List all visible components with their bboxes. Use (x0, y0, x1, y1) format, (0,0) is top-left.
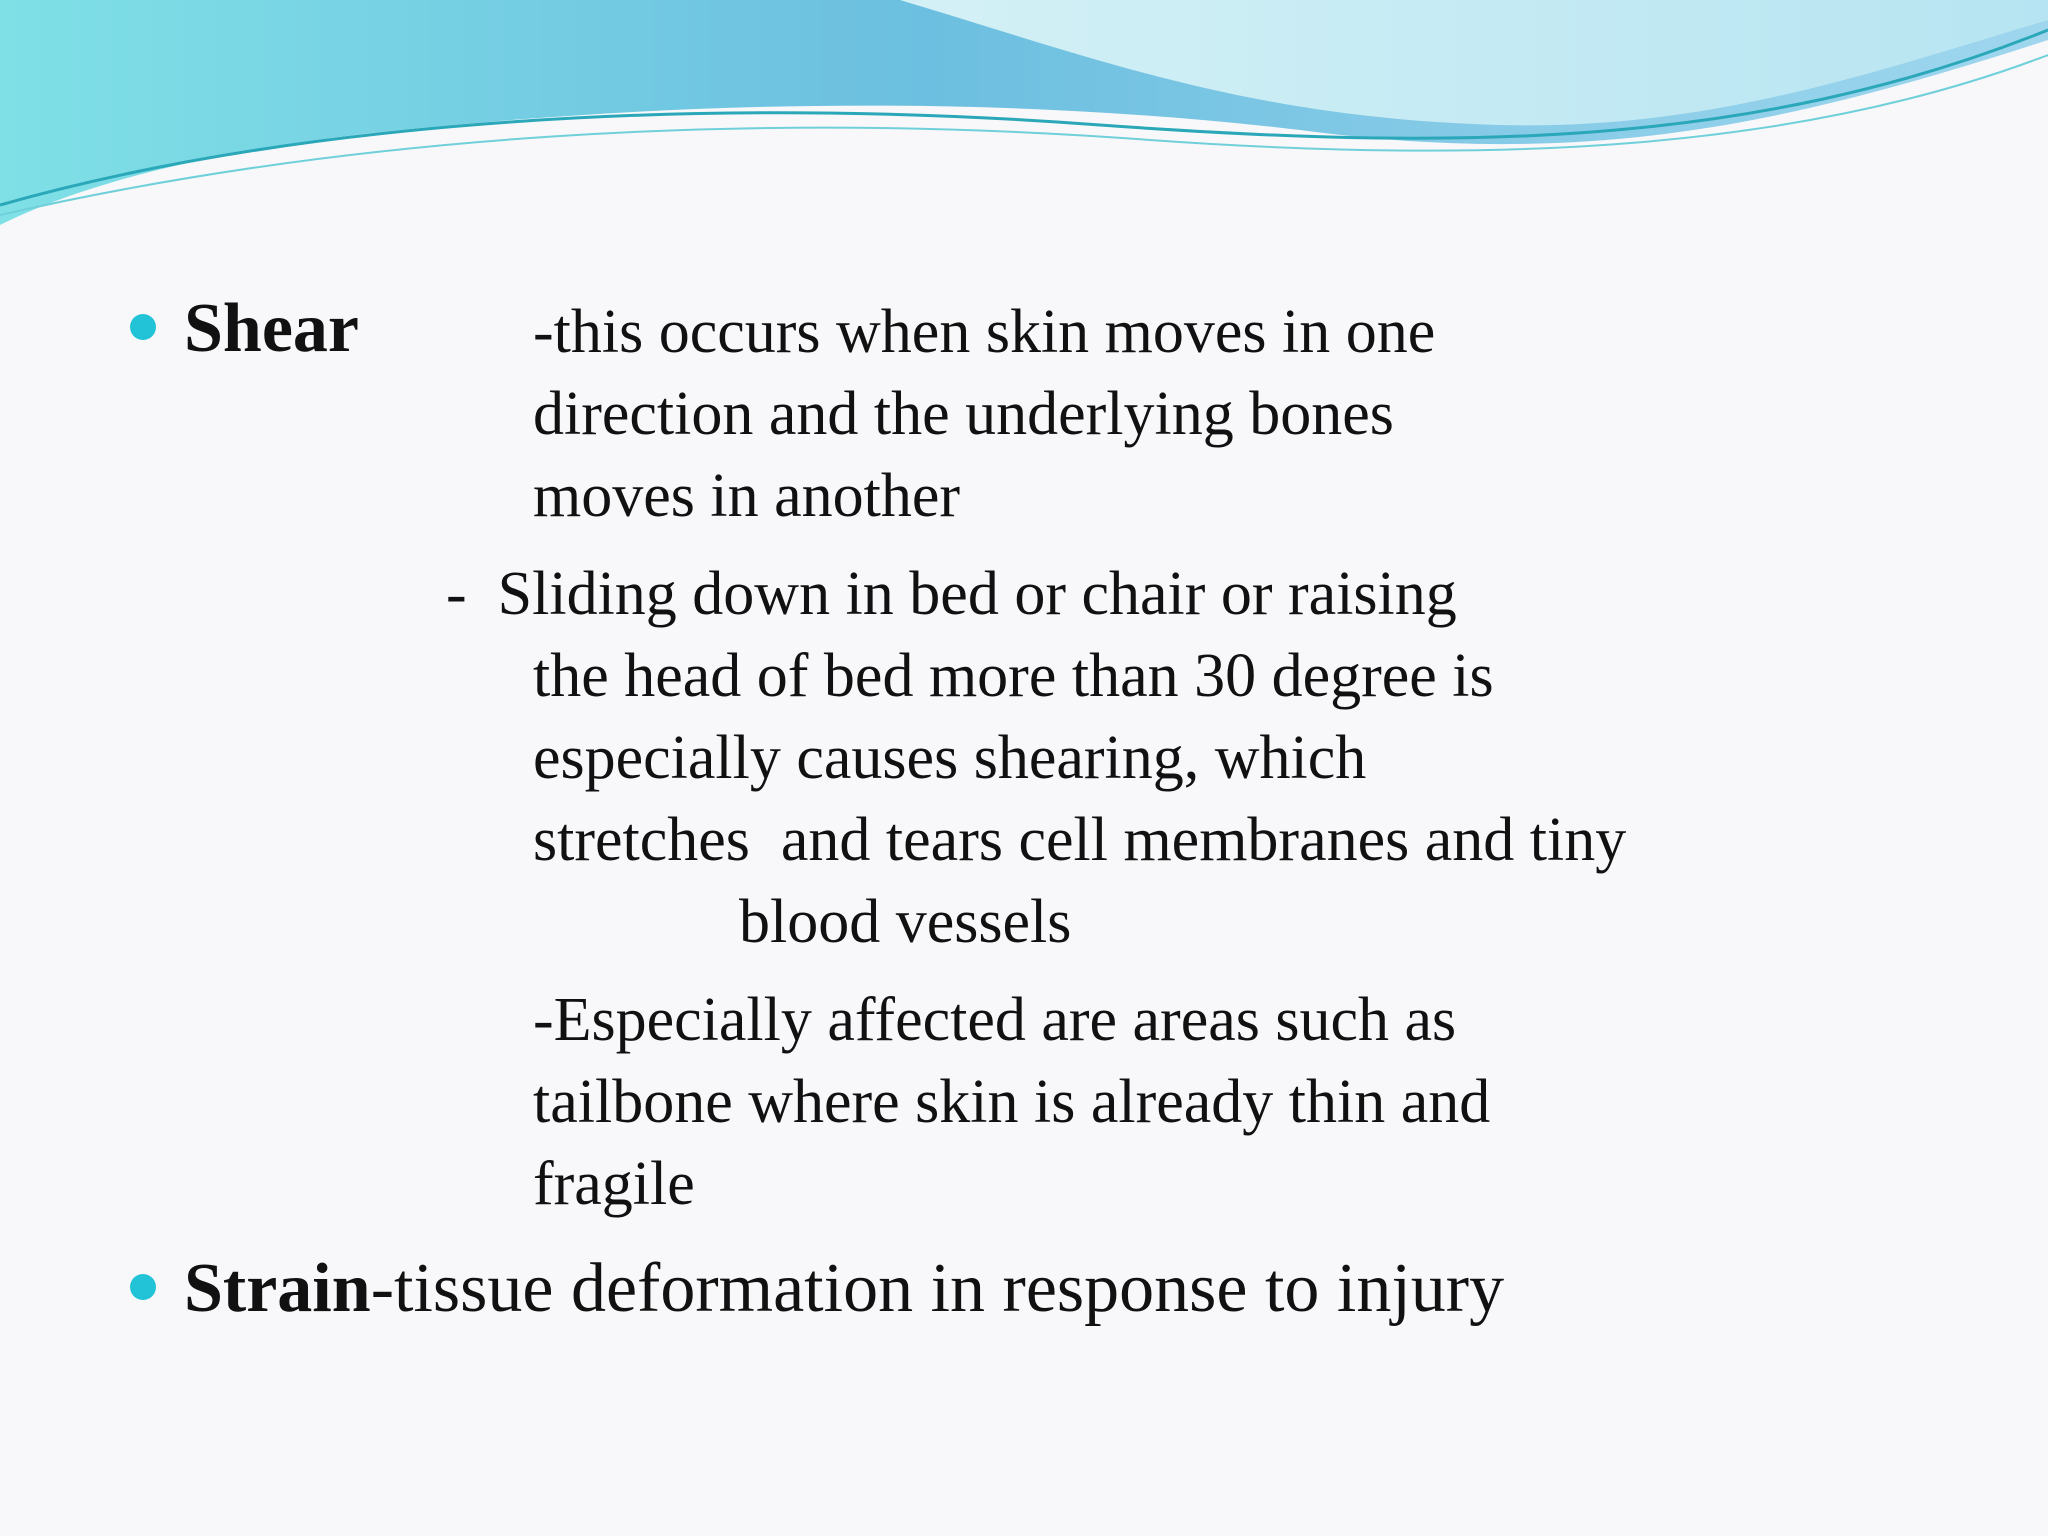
term-strain: Strain (184, 1250, 371, 1327)
shear-line: - Sliding down in bed or chair or raising (446, 560, 1457, 628)
bullet-dot-icon (130, 1274, 156, 1300)
shear-line: especially causes shearing, which (533, 724, 1367, 792)
shear-line: blood vessels (739, 888, 1072, 956)
term-shear: Shear (184, 290, 359, 367)
shear-line: tailbone where skin is already thin and (533, 1068, 1491, 1136)
shear-line: direction and the underlying bones (533, 380, 1394, 448)
strain-bullet (184, 1248, 1504, 1330)
shear-line: -this occurs when skin moves in one (533, 298, 1436, 366)
strain-definition: -tissue deformation in response to injury (370, 1250, 1505, 1327)
shear-line: fragile (533, 1150, 695, 1218)
shear-line: moves in another (533, 462, 961, 530)
shear-line: the head of bed more than 30 degree is (533, 642, 1494, 710)
shear-line: stretches and tears cell membranes and tiny (533, 806, 1627, 874)
shear-line: -Especially affected are areas such as (533, 986, 1457, 1054)
bullet-dot-icon (130, 314, 156, 340)
